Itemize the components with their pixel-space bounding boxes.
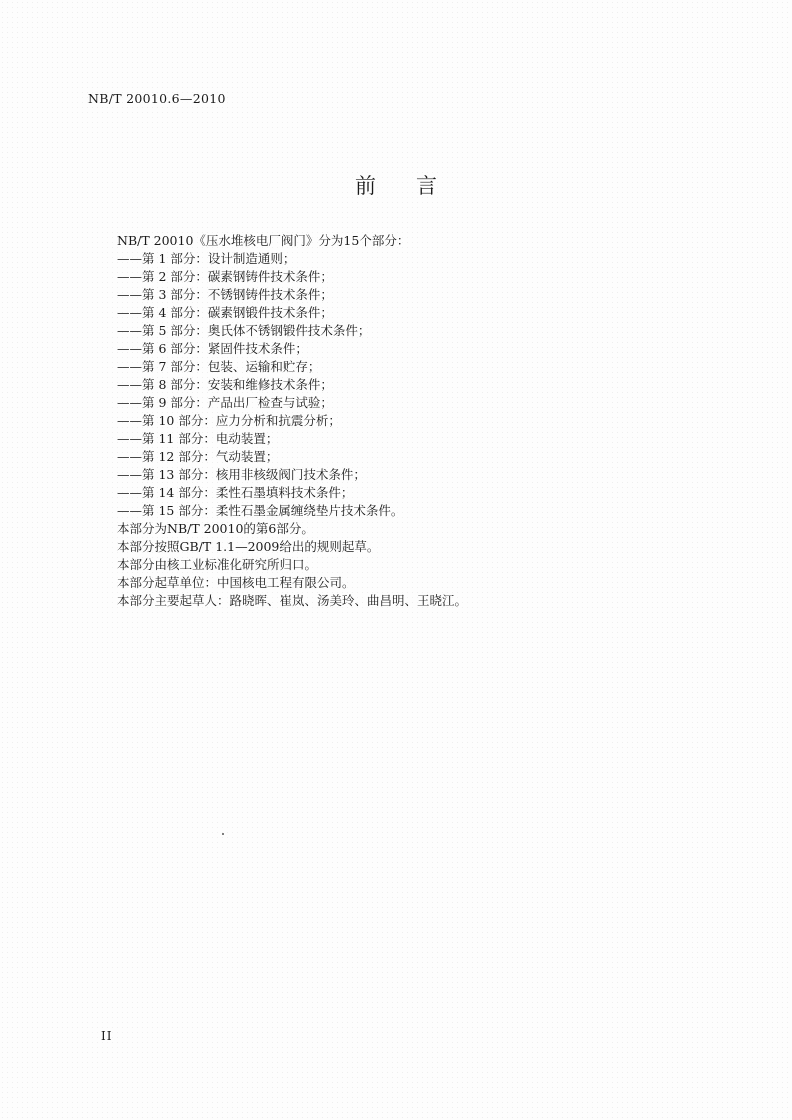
- list-item: ——第 8 部分：安装和维修技术条件；: [117, 377, 333, 392]
- parts-list: [117, 250, 717, 520]
- list-item: ——第 3 部分：不锈钢铸件技术条件；: [117, 287, 333, 302]
- list-item: ——第 12 部分：气动装置；: [117, 449, 279, 464]
- statement-drafting-rules: 本部分按照GB/T 1.1—2009给出的规则起草。: [117, 539, 380, 554]
- standard-code: NB/T 20010.6—2010: [88, 91, 226, 106]
- statements: [117, 520, 717, 610]
- list-item: ——第 11 部分：电动装置；: [117, 431, 279, 446]
- page-title: 前言: [355, 174, 477, 198]
- list-item: ——第 15 部分：柔性石墨金属缠绕垫片技术条件。: [117, 503, 404, 518]
- list-item: ——第 7 部分：包装、运输和贮存；: [117, 359, 321, 374]
- statement-part-number: 本部分为NB/T 20010的第6部分。: [117, 521, 314, 536]
- statement-drafting-unit: 本部分起草单位：中国核电工程有限公司。: [117, 575, 355, 590]
- page-number: II: [101, 1029, 113, 1043]
- list-item: ——第 5 部分：奥氏体不锈钢锻件技术条件；: [117, 323, 371, 338]
- list-item: ——第 13 部分：核用非核级阀门技术条件；: [117, 467, 366, 482]
- statement-drafters: 本部分主要起草人：路晓晖、崔岚、汤美玲、曲昌明、王晓江。: [117, 593, 468, 608]
- list-item: ——第 9 部分：产品出厂检查与试验；: [117, 395, 333, 410]
- list-item: ——第 2 部分：碳素钢铸件技术条件；: [117, 269, 333, 284]
- list-item: ——第 10 部分：应力分析和抗震分析；: [117, 413, 341, 428]
- list-item: ——第 6 部分：紧固件技术条件；: [117, 341, 308, 356]
- foreword-body: [117, 232, 717, 610]
- statement-administration: 本部分由核工业标准化研究所归口。: [117, 557, 318, 572]
- list-item: ——第 1 部分：设计制造通则；: [117, 251, 296, 266]
- scan-speck: [222, 833, 224, 835]
- list-item: ——第 14 部分：柔性石墨填料技术条件；: [117, 485, 354, 500]
- list-item: ——第 4 部分：碳素钢锻件技术条件；: [117, 305, 333, 320]
- intro-line: NB/T 20010《压水堆核电厂阀门》分为15个部分：: [117, 233, 410, 248]
